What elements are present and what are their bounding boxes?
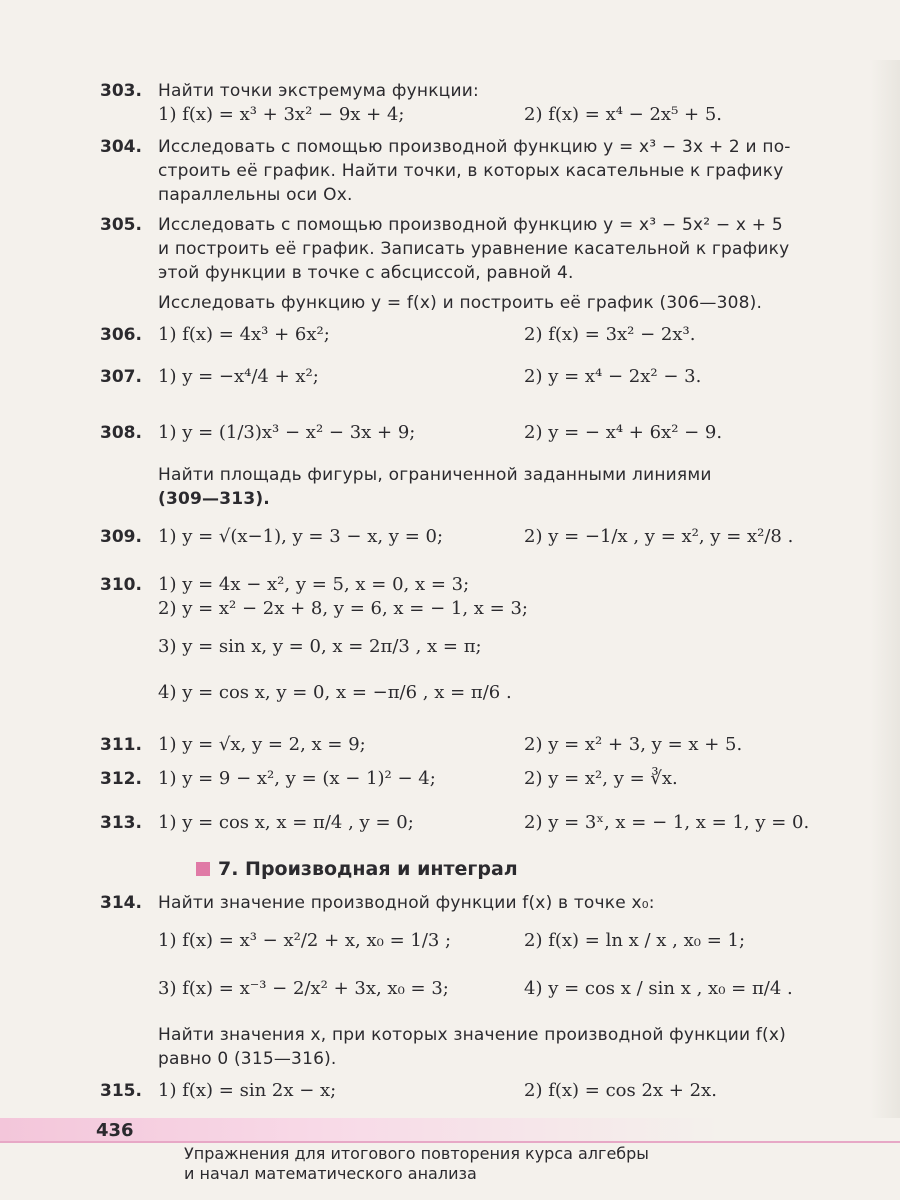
line-p304-num: 304. [100,137,142,157]
line-p310-4: 4) y = cos x, y = 0, x = −π/6 , x = π/6 . [158,682,512,703]
line-p310-1: 1) y = 4x − x², y = 5, x = 0, x = 3; [158,574,470,595]
line-p310-2: 2) y = x² − 2x + 8, y = 6, x = − 1, x = 3; [158,598,528,619]
line-p310-num: 310. [100,575,142,595]
line-p307-1: 1) y = −x⁴/4 + x²; [158,366,319,387]
line-intro315b: равно 0 (315—316). [158,1049,337,1069]
footer-line-1: Упражнения для итогового повторения курса алгебры [184,1144,649,1163]
line-p314-3: 3) f(x) = x⁻³ − 2/x² + 3x, x₀ = 3; [158,978,449,999]
line-p313-num: 313. [100,813,142,833]
line-p313-1: 1) y = cos x, x = π/4 , y = 0; [158,812,414,833]
line-p304-a: Исследовать с помощью производной функцию y = x³ − 3x + 2 и по- [158,137,791,157]
line-p304-c: параллельны оси Ox. [158,185,353,205]
line-p311-2: 2) y = x² + 3, y = x + 5. [524,734,743,755]
line-p308-1: 1) y = (1/3)x³ − x² − 3x + 9; [158,422,416,443]
line-p314-2: 2) f(x) = ln x / x , x₀ = 1; [524,930,746,951]
section-marker-icon [196,862,210,876]
page-number: 436 [96,1120,134,1141]
line-p312-num: 312. [100,769,142,789]
line-p314-num: 314. [100,893,142,913]
line-p307-2: 2) y = x⁴ − 2x² − 3. [524,366,702,387]
line-p306-1: 1) f(x) = 4x³ + 6x²; [158,324,330,345]
line-p314-4: 4) y = cos x / sin x , x₀ = π/4 . [524,978,793,999]
line-p303-num: 303. [100,81,142,101]
footer-band [0,1118,900,1142]
section-title: 7. Производная и интеграл [218,858,518,880]
line-p314-text: Найти значение производной функции f(x) в точке x₀: [158,893,655,913]
line-p315-num: 315. [100,1081,142,1101]
section-heading [196,858,518,880]
line-p310-3: 3) y = sin x, y = 0, x = 2π/3 , x = π; [158,636,482,657]
line-p308-num: 308. [100,423,142,443]
line-p312-1: 1) y = 9 − x², y = (x − 1)² − 4; [158,768,436,789]
line-p312-2: 2) y = x², y = ∛x. [524,768,678,789]
line-p311-1: 1) y = √x, y = 2, x = 9; [158,734,366,755]
line-intro309b: (309—313). [158,489,270,509]
line-p305-b: и построить её график. Записать уравнение касательной к графику [158,239,790,259]
line-p303-1: 1) f(x) = x³ + 3x² − 9x + 4; [158,104,405,125]
line-p306-2: 2) f(x) = 3x² − 2x³. [524,324,696,345]
line-p315-1: 1) f(x) = sin 2x − x; [158,1080,337,1101]
line-intro315a: Найти значения x, при которых значение производной функции f(x) [158,1025,786,1045]
footer-line-2: и начал математического анализа [184,1164,477,1183]
line-p303-2: 2) f(x) = x⁴ − 2x⁵ + 5. [524,104,722,125]
line-p313-2: 2) y = 3ˣ, x = − 1, x = 1, y = 0. [524,812,810,833]
line-p309-1: 1) y = √(x−1), y = 3 − x, y = 0; [158,526,444,547]
running-footer [184,1144,649,1184]
line-p311-num: 311. [100,735,142,755]
line-p305-c: этой функции в точке с абсциссой, равной 4. [158,263,574,283]
line-p303-text: Найти точки экстремума функции: [158,81,479,101]
line-p306-num: 306. [100,325,142,345]
line-p309-2: 2) y = −1/x , y = x², y = x²/8 . [524,526,794,547]
page-edge-shadow [870,60,900,1120]
line-p315-2: 2) f(x) = cos 2x + 2x. [524,1080,717,1101]
line-p308-2: 2) y = − x⁴ + 6x² − 9. [524,422,723,443]
line-p309-num: 309. [100,527,142,547]
footer-rule [0,1141,900,1143]
line-intro309a: Найти площадь фигуры, ограниченной заданными линиями [158,465,712,485]
line-intro306: Исследовать функцию y = f(x) и построить её график (306—308). [158,293,763,313]
line-p305-num: 305. [100,215,142,235]
line-p307-num: 307. [100,367,142,387]
line-p314-1: 1) f(x) = x³ − x²/2 + x, x₀ = 1/3 ; [158,930,452,951]
line-p305-a: Исследовать с помощью производной функцию y = x³ − 5x² − x + 5 [158,215,783,235]
line-p304-b: строить её график. Найти точки, в которых касательные к графику [158,161,784,181]
